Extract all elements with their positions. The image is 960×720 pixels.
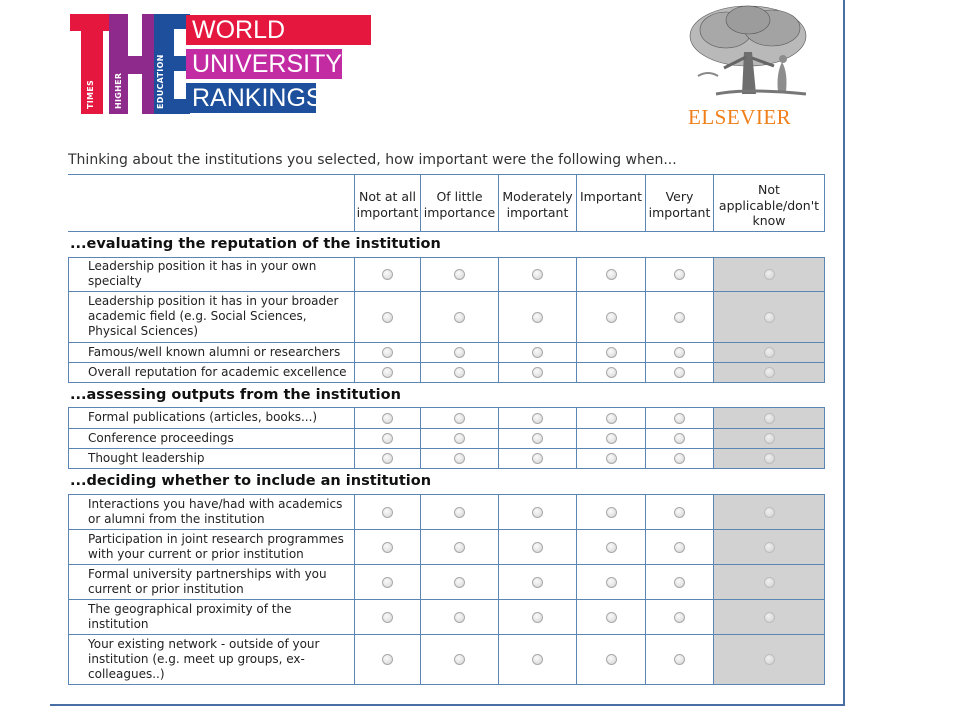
col-rule [645,494,646,685]
column-header-5: Very important [648,189,711,220]
col-rule [498,494,499,685]
header-col-divider [824,174,825,231]
logo-band-world: WORLD [186,15,371,45]
rating-radio-3[interactable] [532,577,543,588]
rating-radio-3[interactable] [532,347,543,358]
col-rule [420,257,421,383]
header-col-divider [713,174,714,231]
row-rule [68,342,825,343]
rating-radio-3[interactable] [532,654,543,665]
col-rule [420,494,421,685]
rating-radio-2[interactable] [454,312,465,323]
row-label: Formal publications (articles, books...) [88,410,318,424]
row-label: Leadership position it has in your broader academic field (e.g. Social Sciences, Physical Sciences) [88,294,339,338]
rating-radio-2[interactable] [454,433,465,444]
col-rule [68,494,69,685]
col-rule [824,407,825,469]
col-rule [354,257,355,383]
rating-radio-6[interactable] [764,269,775,280]
rating-radio-6[interactable] [764,654,775,665]
rating-radio-1[interactable] [382,433,393,444]
row-label: Famous/well known alumni or researchers [88,345,341,359]
rating-radio-6[interactable] [764,433,775,444]
rating-radio-1[interactable] [382,542,393,553]
row-rule [68,448,825,449]
rating-radio-4[interactable] [606,312,617,323]
rating-radio-5[interactable] [674,347,685,358]
rating-radio-4[interactable] [606,367,617,378]
importance-matrix [68,174,825,686]
col-rule [68,407,69,469]
rating-radio-2[interactable] [454,347,465,358]
col-rule [645,407,646,469]
row-label: Interactions you have/had with academics or alumni from the institution [88,497,343,526]
rating-radio-5[interactable] [674,612,685,623]
grid-header-rule [68,231,825,232]
elsevier-tree-icon [686,2,816,102]
row-rule [68,494,825,495]
rating-radio-3[interactable] [532,453,543,464]
logo-word-education: EDUCATION [156,54,165,109]
rating-radio-4[interactable] [606,577,617,588]
rating-radio-3[interactable] [532,612,543,623]
rating-radio-6[interactable] [764,542,775,553]
header-col-divider [576,174,577,231]
rating-radio-4[interactable] [606,507,617,518]
rating-radio-3[interactable] [532,269,543,280]
logo-band-rankings: RANKINGS [186,83,316,113]
rating-radio-5[interactable] [674,542,685,553]
column-header-2: Of little importance [423,189,496,220]
rating-radio-2[interactable] [454,577,465,588]
col-rule [713,494,714,685]
row-label: Formal university partnerships with you current or prior institution [88,567,327,596]
rating-radio-6[interactable] [764,347,775,358]
row-label: Participation in joint research programmes with your current or prior institution [88,532,344,561]
header-col-divider [498,174,499,231]
row-label: Your existing network - outside of your institution (e.g. meet up groups, ex-colleagues..) [88,637,320,681]
col-rule [824,494,825,685]
rating-radio-5[interactable] [674,654,685,665]
col-rule [713,407,714,469]
header-col-divider [354,174,355,231]
col-rule [645,257,646,383]
col-rule [576,494,577,685]
rating-radio-1[interactable] [382,347,393,358]
header-col-divider [420,174,421,231]
rating-radio-3[interactable] [532,367,543,378]
rating-radio-1[interactable] [382,413,393,424]
col-rule [713,257,714,383]
rating-radio-4[interactable] [606,654,617,665]
frame-border-bottom [50,704,845,706]
row-label: Overall reputation for academic excellence [88,365,347,379]
rating-radio-2[interactable] [454,453,465,464]
rating-radio-3[interactable] [532,413,543,424]
row-rule [68,362,825,363]
question-text: Thinking about the institutions you selected, how important were the following when... [68,152,677,168]
logo-word-higher: HIGHER [114,72,123,109]
col-rule [68,257,69,383]
column-header-3: Moderately important [502,189,573,220]
rating-radio-2[interactable] [454,269,465,280]
rating-radio-5[interactable] [674,413,685,424]
rating-radio-2[interactable] [454,367,465,378]
rating-radio-2[interactable] [454,654,465,665]
header-col-divider [645,174,646,231]
col-rule [576,257,577,383]
rating-radio-4[interactable] [606,413,617,424]
row-label: Leadership position it has in your own specialty [88,259,317,288]
logo-word-times: TIMES [86,79,95,109]
row-rule [68,529,825,530]
rating-radio-1[interactable] [382,269,393,280]
row-rule [68,407,825,408]
rating-radio-5[interactable] [674,367,685,378]
rating-radio-5[interactable] [674,269,685,280]
elsevier-logo [684,2,818,128]
row-label: Thought leadership [88,451,205,465]
rating-radio-1[interactable] [382,312,393,323]
rating-radio-6[interactable] [764,612,775,623]
rating-radio-4[interactable] [606,433,617,444]
rating-radio-6[interactable] [764,367,775,378]
column-header-6: Not applicable/don't know [718,182,820,228]
column-header-1: Not at all important [356,189,419,220]
rating-radio-6[interactable] [764,312,775,323]
section-title-1: ...evaluating the reputation of the institution [70,236,441,252]
rating-radio-3[interactable] [532,507,543,518]
rating-radio-2[interactable] [454,612,465,623]
col-rule [420,407,421,469]
col-rule [354,494,355,685]
row-rule [68,468,825,469]
row-rule [68,684,825,685]
row-label: Conference proceedings [88,431,234,445]
rating-radio-3[interactable] [532,542,543,553]
rating-radio-4[interactable] [606,612,617,623]
rating-radio-5[interactable] [674,433,685,444]
row-rule [68,257,825,258]
rating-radio-5[interactable] [674,312,685,323]
column-header-4: Important [580,189,642,204]
rating-radio-3[interactable] [532,312,543,323]
col-rule [824,257,825,383]
rating-radio-4[interactable] [606,269,617,280]
rating-radio-4[interactable] [606,542,617,553]
rating-radio-1[interactable] [382,577,393,588]
rating-radio-2[interactable] [454,413,465,424]
col-rule [354,407,355,469]
row-rule [68,428,825,429]
row-rule [68,382,825,383]
rating-radio-5[interactable] [674,453,685,464]
rating-radio-1[interactable] [382,612,393,623]
rating-radio-6[interactable] [764,453,775,464]
rating-radio-1[interactable] [382,654,393,665]
elsevier-wordmark: ELSEVIER [688,105,792,129]
rating-radio-1[interactable] [382,453,393,464]
rating-radio-6[interactable] [764,507,775,518]
rating-radio-3[interactable] [532,433,543,444]
row-rule [68,634,825,635]
grid-top-rule [68,174,825,175]
col-rule [498,257,499,383]
col-rule [498,407,499,469]
rating-radio-1[interactable] [382,367,393,378]
rating-radio-4[interactable] [606,453,617,464]
rating-radio-2[interactable] [454,542,465,553]
frame-border-right [843,0,845,706]
rating-radio-6[interactable] [764,413,775,424]
row-label: The geographical proximity of the institution [88,602,292,631]
row-rule [68,599,825,600]
col-rule [576,407,577,469]
row-rule [68,291,825,292]
rating-radio-6[interactable] [764,577,775,588]
section-title-3: ...deciding whether to include an institution [70,473,432,489]
the-rankings-logo [70,14,375,116]
rating-radio-2[interactable] [454,507,465,518]
section-title-2: ...assessing outputs from the institution [70,387,401,403]
logo-band-university: UNIVERSITY [186,49,342,79]
row-rule [68,564,825,565]
rating-radio-5[interactable] [674,507,685,518]
rating-radio-1[interactable] [382,507,393,518]
rating-radio-4[interactable] [606,347,617,358]
rating-radio-5[interactable] [674,577,685,588]
